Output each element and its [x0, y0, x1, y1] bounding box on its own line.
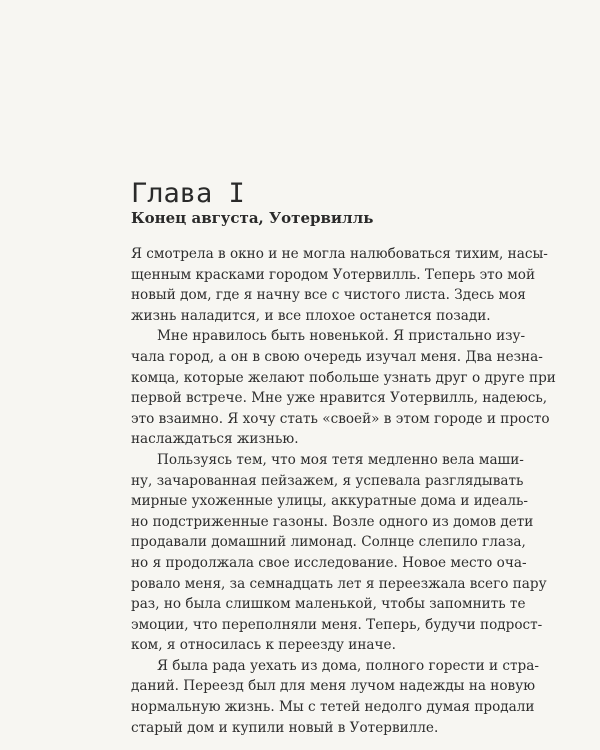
paragraph-4 — [131, 656, 539, 738]
text-line: жизнь наладится, и все плохое останется позади. — [131, 307, 491, 324]
text-line: даний. Переезд был для меня лучом надежды на новую — [131, 678, 536, 695]
text-line: но я продолжала свое исследование. Новое место оча- — [131, 554, 527, 571]
chapter-subtitle: Конец августа, Уотервилль — [131, 209, 374, 227]
text-line: Я смотрела в окно и не могла налюбоваться тихим, насы- — [131, 246, 548, 262]
text-line: эмоции, что переполняли меня. Теперь, будучи подрост- — [131, 616, 543, 633]
paragraph-1 — [131, 244, 548, 326]
text-line: новый дом, где я начну все с чистого листа. Здесь моя — [131, 287, 526, 304]
chapter-body — [131, 244, 556, 738]
text-line: старый дом и купили новый в Уотервилле. — [131, 719, 439, 736]
text-line: чала город, а он в свою очередь изучал меня. Два незна- — [131, 348, 543, 365]
text-line: мирные ухоженные улицы, аккуратные дома и идеаль- — [131, 493, 528, 510]
paragraph-3 — [131, 450, 547, 656]
text-line: ну, зачарованная пейзажем, я успевала разглядывать — [131, 472, 524, 489]
text-line: комца, которые желают побольше узнать друг о друге при — [131, 369, 556, 386]
text-line: это взаимно. Я хочу стать «своей» в этом городе и просто — [131, 410, 550, 427]
text-line: продавали домашний лимонад. Солнце слепило глаза, — [131, 534, 526, 551]
text-line: ком, я относилась к переезду иначе. — [131, 637, 396, 654]
text-line: первой встрече. Мне уже нравится Уотервилль, надеюсь, — [131, 390, 548, 407]
text-line: наслаждаться жизнью. — [131, 431, 299, 448]
text-line: Пользуясь тем, что моя тетя медленно вела маши- — [157, 451, 524, 468]
text-line: Я была рада уехать из дома, полного горести и стра- — [157, 657, 539, 674]
text-line: раз, но была слишком маленькой, чтобы запомнить те — [131, 596, 526, 613]
chapter-title: Глава I — [131, 178, 245, 209]
text-line: нормальную жизнь. Мы с тетей недолго думая продали — [131, 699, 535, 716]
text-line: ровало меня, за семнадцать лет я переезжала всего пару — [131, 575, 547, 592]
paragraph-2 — [131, 326, 556, 450]
text-line: Мне нравилось быть новенькой. Я пристально изу- — [157, 328, 526, 345]
text-line: но подстриженные газоны. Возле одного из домов дети — [131, 513, 534, 530]
text-line: щенным красками городом Уотервилль. Теперь это мой — [131, 266, 536, 283]
